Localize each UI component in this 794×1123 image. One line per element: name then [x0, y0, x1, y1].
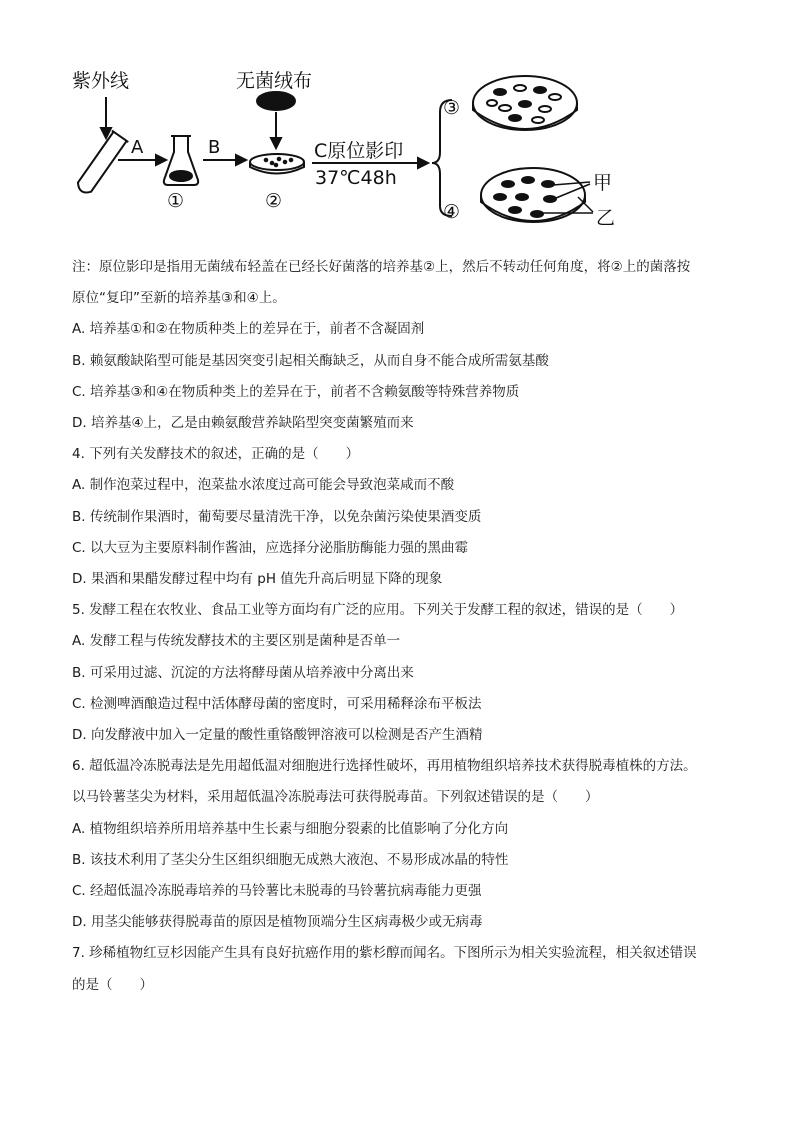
option-d: D. 培养基④上，乙是由赖氨酸营养缺陷型突变菌繁殖而来	[72, 415, 414, 432]
option-c: C. 检测啤酒酿造过程中活体酵母菌的密度时，可采用稀释涂布平板法	[72, 695, 482, 712]
option-a: A. 制作泡菜过程中，泡菜盐水浓度过高可能会导致泡菜咸而不酸	[72, 477, 455, 494]
circle-2-label: ②	[265, 190, 283, 212]
option-a: A. 培养基①和②在物质种类上的差异在于，前者不含凝固剂	[72, 321, 425, 338]
circle-4-label: ④	[443, 201, 461, 223]
sterile-cloth-icon	[257, 92, 295, 110]
option-a: A. 植物组织培养所用培养基中生长素与细胞分裂素的比值影响了分化方向	[72, 820, 509, 837]
circle-3-label: ③	[443, 97, 461, 119]
circle-1-label: ①	[167, 190, 185, 212]
note-line-1: 注：原位影印是指用无菌绒布轻盖在已经长好菌落的培养基②上，然后不转动任何角度，将②上的菌落按	[72, 259, 691, 275]
question-6-line-1: 6. 超低温冷冻脱毒法是先用超低温对细胞进行选择性破坏，再用植物组织培养技术获得脱毒植株的方法。	[72, 758, 697, 775]
option-b: B. 传统制作果酒时，葡萄要尽量清洗干净，以免杂菌污染使果酒变质	[72, 508, 482, 525]
step-c-label: C原位影印	[314, 140, 404, 162]
arrow-a-head	[156, 155, 166, 165]
flask-icon	[164, 136, 198, 185]
petri-dish-4-icon	[481, 168, 585, 222]
option-d: D. 果酒和果醋发酵过程中均有 pH 值先升高后明显下降的现象	[72, 571, 443, 588]
sterile-cloth-label: 无菌绒布	[236, 70, 313, 92]
option-b: B. 该技术利用了茎尖分生区组织细胞无成熟大液泡、不易形成冰晶的特性	[72, 851, 509, 868]
petri-dish-3-icon	[473, 76, 577, 130]
option-c: C. 以大豆为主要原料制作酱油，应选择分泌脂肪酶能力强的黑曲霉	[72, 539, 469, 556]
option-c: C. 经超低温冷冻脱毒培养的马铃薯比未脱毒的马铃薯抗病毒能力更强	[72, 883, 482, 900]
question-text	[72, 252, 732, 1001]
arrow-c-head	[418, 158, 428, 168]
uv-label: 紫外线	[72, 70, 130, 92]
note-line-2: 原位“复印”至新的培养基③和④上。	[72, 290, 286, 307]
step-a-label: A	[131, 137, 144, 158]
arrow-b-head	[236, 155, 246, 165]
question-7-line-2: 的是（ ）	[72, 976, 153, 993]
cloth-arrowhead	[271, 138, 281, 148]
question-6-line-2: 以马铃薯茎尖为材料，采用超低温冷冻脱毒法可获得脱毒苗。下列叙述错误的是（ ）	[72, 789, 599, 806]
question-5: 5. 发酵工程在农牧业、食品工业等方面均有广泛的应用。下列关于发酵工程的叙述，错误的是（ ）	[72, 602, 684, 619]
diagram-drawing	[0, 0, 794, 250]
option-d: D. 用茎尖能够获得脱毒苗的原因是植物顶端分生区病毒极少或无病毒	[72, 914, 483, 931]
condition-label: 37℃48h	[315, 167, 397, 189]
option-a: A. 发酵工程与传统发酵技术的主要区别是菌种是否单一	[72, 633, 401, 650]
option-b: B. 赖氨酸缺陷型可能是基因突变引起相关酶缺乏，从而自身不能合成所需氨基酸	[72, 352, 549, 369]
question-4: 4. 下列有关发酵技术的叙述，正确的是（ ）	[72, 446, 360, 463]
step-b-label: B	[208, 137, 221, 158]
pointer-jia-1	[553, 182, 590, 185]
test-tube-icon	[73, 131, 128, 197]
question-7-line-1: 7. 珍稀植物红豆杉因能产生具有良好抗癌作用的紫杉醇而闻名。下图所示为相关实验流程，相关叙述错误	[72, 945, 697, 962]
experiment-diagram	[0, 0, 794, 250]
label-jia: 甲	[593, 172, 613, 194]
option-c: C. 培养基③和④在物质种类上的差异在于，前者不含赖氨酸等特殊营养物质	[72, 383, 520, 400]
option-b: B. 可采用过滤、沉淀的方法将酵母菌从培养液中分离出来	[72, 664, 414, 681]
label-yi: 乙	[596, 207, 616, 229]
option-d: D. 向发酵液中加入一定量的酸性重铬酸钾溶液可以检测是否产生酒精	[72, 727, 483, 744]
petri-dish-2-icon	[250, 154, 304, 174]
